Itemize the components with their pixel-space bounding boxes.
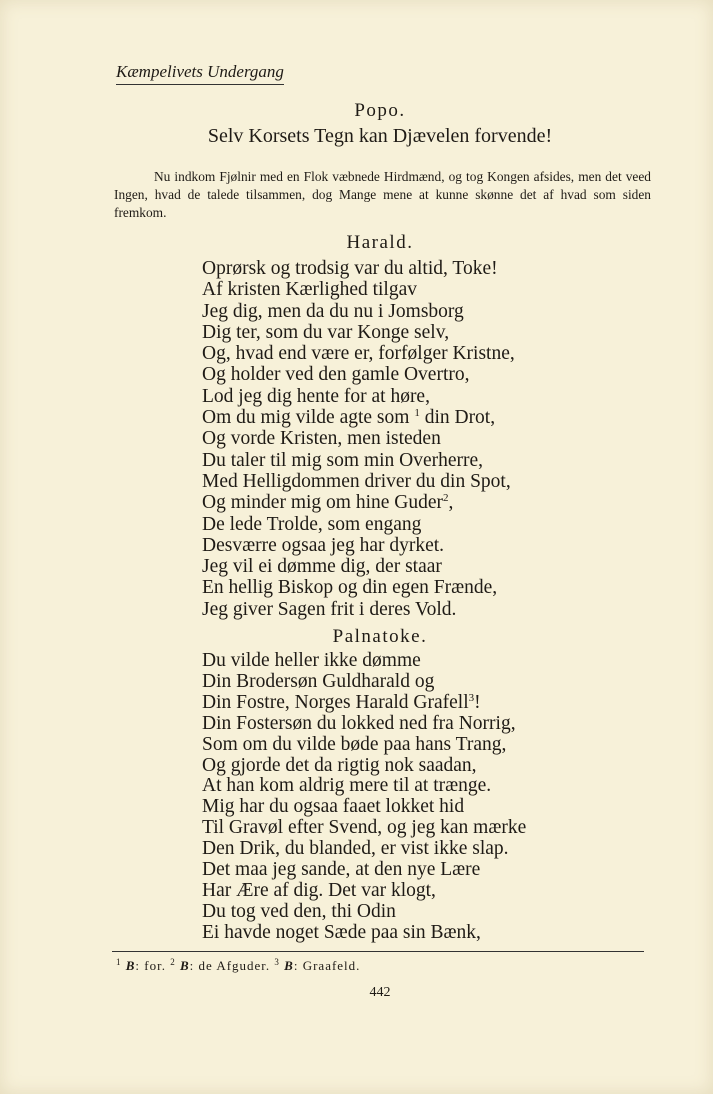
verse-text: Mig har du ogsaa faaet lokket hid [202,796,465,818]
footnote [170,958,274,973]
verse-text: Din Fostersøn du lokked ned fra Norrig, [202,712,516,734]
verse-line [202,599,515,620]
verse-line [202,923,526,944]
footnote-ref: 3 [468,691,475,704]
verse-text: Og gjorde det da rigtig nok saadan, [202,754,477,776]
verse-text: Har Ære af dig. Det var klogt, [202,879,436,901]
verse-text-after: ! [474,691,481,713]
verse-text: Det maa jeg sande, at den nye Lære [202,859,481,881]
verse-line [202,301,515,322]
footnote-source: B [125,958,136,973]
verse-line [202,279,515,300]
verse-text: Jeg dig, men da du nu i Jomsborg [202,300,464,322]
verse-text: At han kom aldrig mere til at trænge. [202,775,492,797]
verse-line [202,386,515,407]
footnote [116,958,170,973]
page-number: 442 [369,985,391,1000]
verse-line [202,322,515,343]
verse-text: Ei havde noget Sæde paa sin Bænk, [202,921,481,943]
verse-line [202,714,526,735]
verse-text: Jeg giver Sagen frit i deres Vold. [202,598,457,620]
verse-line [202,450,515,471]
verse-line [202,693,526,714]
verse-line-popo: Selv Korsets Tegn kan Djævelen forvende! [207,125,553,147]
verse-line [202,672,526,693]
verse-line [202,797,526,818]
verse-line [202,428,515,449]
footnote-ref: 2 [443,492,449,505]
verse-harald [202,258,515,620]
verse-text: Den Drik, du blanded, er vist ikke slap. [202,838,509,860]
footnote-source: B [179,958,190,973]
footnote-text: : Graafeld. [293,958,361,973]
verse-text: Om du mig vilde agte som [202,407,415,429]
running-head: Kæmpelivets Undergang [116,62,284,85]
speaker-popo: Popo. [354,100,406,121]
verse-text: Du tog ved den, thi Odin [202,900,396,922]
verse-line [202,756,526,777]
verse-line [202,407,515,428]
verse-text: Din Fostre, Norges Harald Grafell [202,691,469,713]
footnote-number: 3 [274,957,280,967]
footnote-rule [112,951,644,952]
verse-line [202,258,515,279]
speaker-harald: Harald. [346,232,414,253]
verse-line [202,535,515,556]
verse-text: En hellig Biskop og din egen Frænde, [202,577,498,599]
verse-text: Lod jeg dig hente for at høre, [202,385,430,407]
verse-text: Med Helligdommen driver du din Spot, [202,470,511,492]
verse-text: Og minder mig om hine Guder [202,492,443,514]
stage-direction: Nu indkom Fjølnir med en Flok væbnede Hirdmænd, og tog Kongen afsides, men det veed Ingen, hvad de talede tilsammen, dog Mange mene at kunne skønne det af hvad som siden fremkom. [114,169,651,220]
verse-text: Desværre ogsaa jeg har dyrket. [202,534,445,556]
verse-text: De lede Trolde, som engang [202,513,422,535]
verse-line [202,818,526,839]
verse-text: Oprørsk og trodsig var du altid, Toke! [202,258,498,279]
footnotes [116,958,360,974]
footnote-number: 2 [170,957,176,967]
speaker-palnatoke: Palnatoke. [332,626,428,647]
footnote-number: 1 [116,957,122,967]
verse-text-after: , [448,492,454,514]
verse-line [202,776,526,797]
verse-text: Du taler til mig som min Overherre, [202,449,484,471]
verse-line [202,514,515,535]
verse-text: Og vorde Kristen, men isteden [202,428,441,450]
verse-line [202,651,526,672]
verse-line [202,471,515,492]
verse-text: Og holder ved den gamle Overtro, [202,364,470,386]
verse-text: Du vilde heller ikke dømme [202,650,421,671]
verse-text: Dig ter, som du var Konge selv, [202,321,450,343]
verse-line [202,556,515,577]
verse-line [202,860,526,881]
verse-line [202,902,526,923]
verse-line [202,839,526,860]
verse-text: Af kristen Kærlighed tilgav [202,279,418,301]
footnote-source: B [284,958,294,973]
verse-line [202,492,515,513]
footnote-text: : for. [135,958,171,973]
verse-line [202,577,515,598]
verse-text: Til Gravøl efter Svend, og jeg kan mærke [202,817,527,839]
verse-line [202,364,515,385]
verse-text: Jeg vil ei dømme dig, der staar [202,556,442,578]
verse-line [202,735,526,756]
verse-text: Som om du vilde bøde paa hans Trang, [202,733,507,755]
verse-line [202,343,515,364]
verse-line [202,881,526,902]
footnote-ref: 1 [414,407,420,420]
verse-palnatoke [202,651,526,944]
verse-text: Og, hvad end være er, forfølger Kristne, [202,343,515,365]
verse-text-after: din Drot, [419,407,496,429]
footnote-text: : de Afguder. [189,958,275,973]
footnote [274,958,360,973]
verse-text: Din Brodersøn Guldharald og [202,670,435,692]
